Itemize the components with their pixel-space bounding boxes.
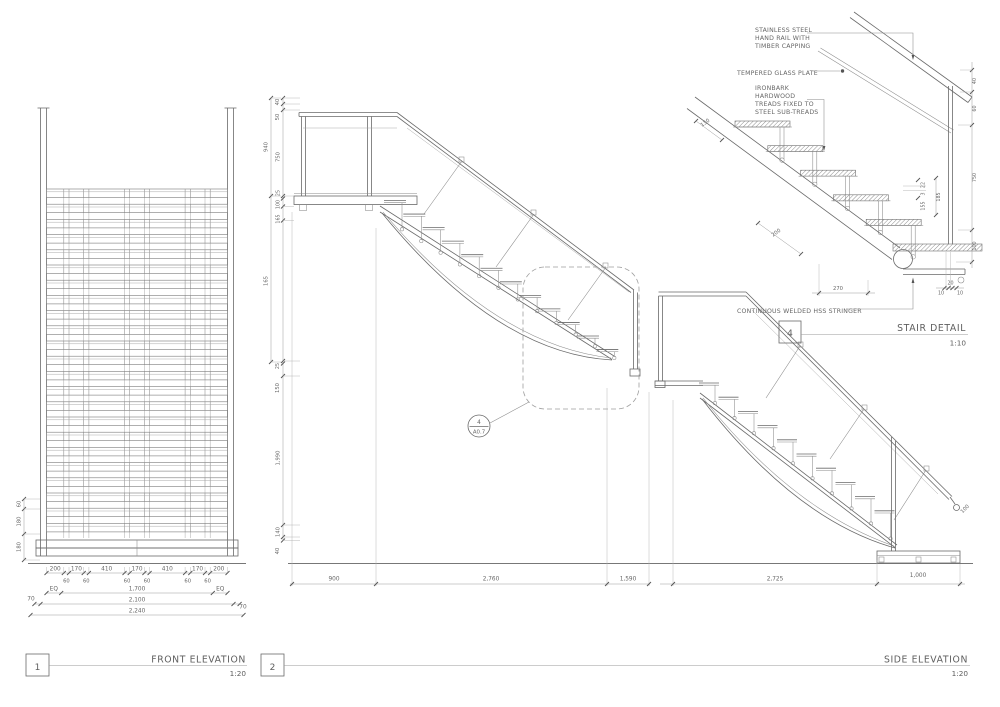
dim-label: 22 xyxy=(921,181,927,189)
note-line: STEEL SUB-TREADS xyxy=(755,109,819,116)
dim-label: 410 xyxy=(161,566,173,573)
dim-label: EQ xyxy=(49,586,58,593)
detail-treads xyxy=(733,121,923,259)
dim-label: 200 xyxy=(770,227,783,239)
detail-callout xyxy=(468,402,529,437)
dim-label: 1,700 xyxy=(128,586,146,593)
dim-label: 25 xyxy=(276,189,282,197)
dim-label: 130 xyxy=(699,117,712,129)
side-treads xyxy=(384,201,618,360)
annotation-stringer xyxy=(737,278,914,316)
dim-label: 1,990 xyxy=(275,450,282,466)
view-scale: 1:20 xyxy=(229,669,246,678)
dim-label: 60 xyxy=(63,578,70,585)
dim-label: 60 xyxy=(16,500,23,508)
dim-label: 170 xyxy=(131,566,143,573)
dim-label: 10 xyxy=(937,291,945,297)
dim-label: 900 xyxy=(328,576,340,583)
dim-label: 60 xyxy=(973,105,978,112)
note-line: HAND RAIL WITH xyxy=(755,35,810,42)
dim-label: 100 xyxy=(973,241,978,251)
side2-treads xyxy=(699,383,895,540)
view-scale: 1:10 xyxy=(949,338,966,348)
dim-label: 20 xyxy=(947,281,954,287)
annotation-glass xyxy=(736,69,844,77)
dim-label: 60 xyxy=(82,578,90,585)
view-scale: 1:20 xyxy=(951,669,968,678)
dim-label: 165 xyxy=(276,214,282,224)
dim-label: 180 xyxy=(16,516,23,527)
dim-label: 60 xyxy=(204,578,211,585)
dim-label: 170 xyxy=(70,566,82,573)
dim-label: 60 xyxy=(143,578,151,585)
stair-detail-view xyxy=(687,12,982,348)
dim-label: 170 xyxy=(192,566,204,573)
dim-label: 100 xyxy=(276,199,282,210)
dim-label: 150 xyxy=(275,383,281,393)
annotation-handrail xyxy=(754,27,914,60)
note-line: HARDWOOD xyxy=(755,93,796,100)
dim-label: 155 xyxy=(921,201,927,211)
dim-label: 40 xyxy=(275,98,281,106)
dim-label: 70 xyxy=(27,596,35,603)
dim-label: 185 xyxy=(937,192,942,202)
dim-label: 40 xyxy=(973,77,978,85)
dim-label: 180 xyxy=(16,542,23,552)
dim-label: 200 xyxy=(49,566,61,573)
dim-label: 50 xyxy=(275,113,281,121)
dim-label: 270 xyxy=(833,286,843,292)
note-line: TIMBER CAPPING xyxy=(755,43,811,50)
dim-label: 25 xyxy=(276,362,281,370)
side-elevation-view xyxy=(264,96,974,586)
dim-label: 2,760 xyxy=(482,576,500,583)
side-elevation-lower-flight xyxy=(655,292,971,586)
dim-label: 200 xyxy=(213,566,225,573)
note-line: TEMPERED GLASS PLATE xyxy=(737,70,818,77)
dim-label: 2,725 xyxy=(766,576,784,583)
dim-label: 1,000 xyxy=(909,573,927,579)
note-line: IRONBARK xyxy=(755,85,790,92)
detail-title-block xyxy=(779,321,968,348)
front-elevation-view xyxy=(17,108,247,617)
view-title: STAIR DETAIL xyxy=(897,323,966,334)
dim-label: 750 xyxy=(973,172,978,183)
dim-label: 60 xyxy=(123,578,131,585)
view-number: 4 xyxy=(787,329,793,339)
dim-label: 410 xyxy=(101,566,113,573)
dim-label: 140 xyxy=(275,527,282,537)
dim-label: EQ xyxy=(216,586,225,593)
title-bar xyxy=(26,654,970,678)
view-title: SIDE ELEVATION xyxy=(883,654,968,666)
view-number: 1 xyxy=(34,663,41,673)
callout-number: 4 xyxy=(477,420,481,426)
note-line: TREADS FIXED TO xyxy=(755,101,814,108)
dim-label: 10 xyxy=(956,291,964,297)
dim-label: 2,240 xyxy=(128,608,146,615)
front-tread-grid xyxy=(47,189,228,538)
dim-label: 60 xyxy=(184,578,192,585)
annotation-treads xyxy=(754,85,825,151)
dim-label: 165 xyxy=(263,276,270,286)
dim-label: 70 xyxy=(239,604,247,611)
dim-label: 940 xyxy=(263,142,270,152)
dim-label: 40 xyxy=(275,547,281,555)
view-title: FRONT ELEVATION xyxy=(151,654,246,666)
callout-sheet: A0.7 xyxy=(472,429,486,436)
dim-label: 100 xyxy=(959,503,971,515)
view2-title-block xyxy=(261,654,970,678)
dim-label: 1,590 xyxy=(619,576,637,583)
dim-label: 2,100 xyxy=(128,597,146,604)
view-number: 2 xyxy=(269,663,276,673)
dim-label: 3 xyxy=(921,192,927,196)
view1-title-block xyxy=(26,654,247,678)
note-line: CONTINUOUS WELDED HSS STRINGER xyxy=(737,308,862,315)
note-line: STAINLESS STEEL xyxy=(755,27,813,34)
dim-label: 750 xyxy=(275,152,282,162)
